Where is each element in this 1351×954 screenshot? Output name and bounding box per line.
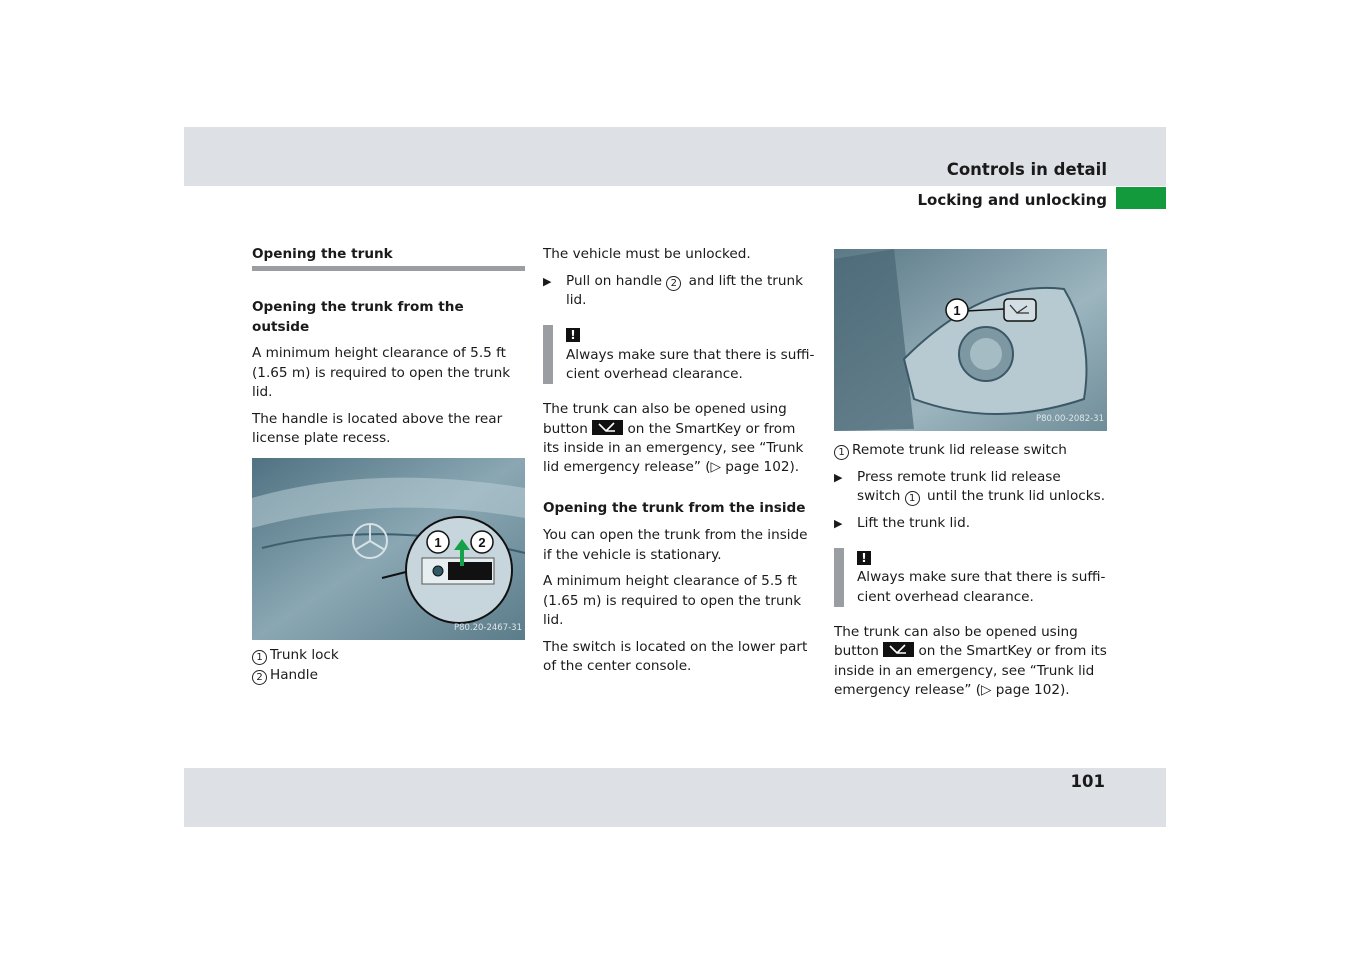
clearance-paragraph: A minimum height clearance of 5.5 ft (1.65 m) is required to open the trunk lid. (543, 573, 802, 628)
paragraph-text: The trunk can also be opened using button (834, 624, 1078, 660)
warning-note (543, 325, 815, 384)
note-bar (543, 325, 553, 384)
step-pull-handle (543, 272, 815, 311)
number-circle: 2 (252, 670, 267, 685)
handle-location-paragraph: The handle is located above the rear license plate recess. (252, 410, 503, 447)
trunk-lid-figure (252, 458, 525, 640)
subsection-title: Locking and unlocking (917, 191, 1107, 209)
note-bar (834, 548, 844, 607)
triangle-right-icon: ▶ (543, 274, 552, 288)
step-text: Press remote trunk lid release switch (857, 468, 1061, 505)
callout-2: 2 (478, 535, 486, 551)
section-title: Controls in detail (946, 160, 1107, 179)
section-tab-marker (1116, 187, 1166, 209)
stationary-paragraph: You can open the trunk from the inside if the vehicle is stationary. (543, 527, 808, 563)
legend-item (252, 666, 525, 685)
number-circle: 1 (252, 650, 267, 665)
subheading-outside: Opening the trunk from the outside (252, 299, 464, 335)
trunk-open-icon (883, 642, 914, 657)
trunk-open-icon (592, 420, 623, 435)
exclamation-icon: ! (857, 551, 871, 565)
step-lift-lid (834, 514, 1107, 533)
column-2 (543, 245, 815, 684)
step-text: until the trunk lid unlocks. (922, 488, 1106, 505)
step-text: Lift the trunk lid. (857, 514, 971, 531)
step-press-switch (834, 468, 1107, 507)
triangle-right-icon: ▶ (834, 470, 843, 484)
step-text: Pull on handle (566, 272, 667, 289)
smartkey-paragraph (543, 400, 815, 477)
note-text: Always make sure that there is suffi-cient overhead clearance. (857, 569, 1106, 605)
page-number: 101 (1070, 772, 1105, 791)
footer-band (184, 768, 1166, 827)
heading-opening-trunk: Opening the trunk (252, 245, 525, 271)
paragraph-text: The trunk can also be opened using button (543, 401, 787, 437)
number-circle: 1 (834, 445, 849, 460)
triangle-right-icon: ▶ (834, 516, 843, 530)
number-circle: 2 (666, 276, 681, 291)
center-console-illustration (834, 249, 1107, 431)
center-console-figure (834, 249, 1107, 431)
clearance-paragraph: A minimum height clearance of 5.5 ft (1.65 m) is required to open the trunk lid. (252, 345, 511, 400)
step-text: and lift the trunk lid. (566, 272, 803, 309)
number-circle: 1 (905, 491, 920, 506)
figure-legend (252, 646, 525, 685)
legend-label: Remote trunk lid release switch (852, 442, 1067, 458)
figure-code: P80.00-2082-31 (1035, 413, 1104, 424)
callout-1: 1 (953, 303, 961, 318)
column-1 (252, 245, 525, 685)
exclamation-icon: ! (566, 328, 580, 342)
subheading-inside: Opening the trunk from the inside (543, 500, 806, 517)
note-text: Always make sure that there is suffi-cient overhead clearance. (566, 346, 815, 382)
column-3 (834, 245, 1107, 708)
figure-legend (834, 441, 1107, 460)
legend-label: Trunk lock (270, 647, 339, 664)
trunk-lid-illustration (252, 458, 525, 640)
switch-location-paragraph: The switch is located on the lower part of the center console. (543, 638, 808, 675)
callout-1: 1 (434, 535, 442, 551)
figure-code: P80.20-2467-31 (453, 623, 522, 634)
warning-note (834, 548, 1107, 607)
legend-label: Handle (270, 666, 318, 683)
unlock-requirement: The vehicle must be unlocked. (543, 246, 751, 262)
smartkey-paragraph (834, 623, 1107, 700)
legend-item (252, 646, 525, 665)
paragraph-text: on the SmartKey or from its inside in an emergency, see “Trunk lid emergency release” (▷ page 102). (543, 420, 804, 476)
paragraph-text: on the SmartKey or from its inside in an emergency, see “Trunk lid emergency release” (▷ page 102). (834, 643, 1107, 698)
